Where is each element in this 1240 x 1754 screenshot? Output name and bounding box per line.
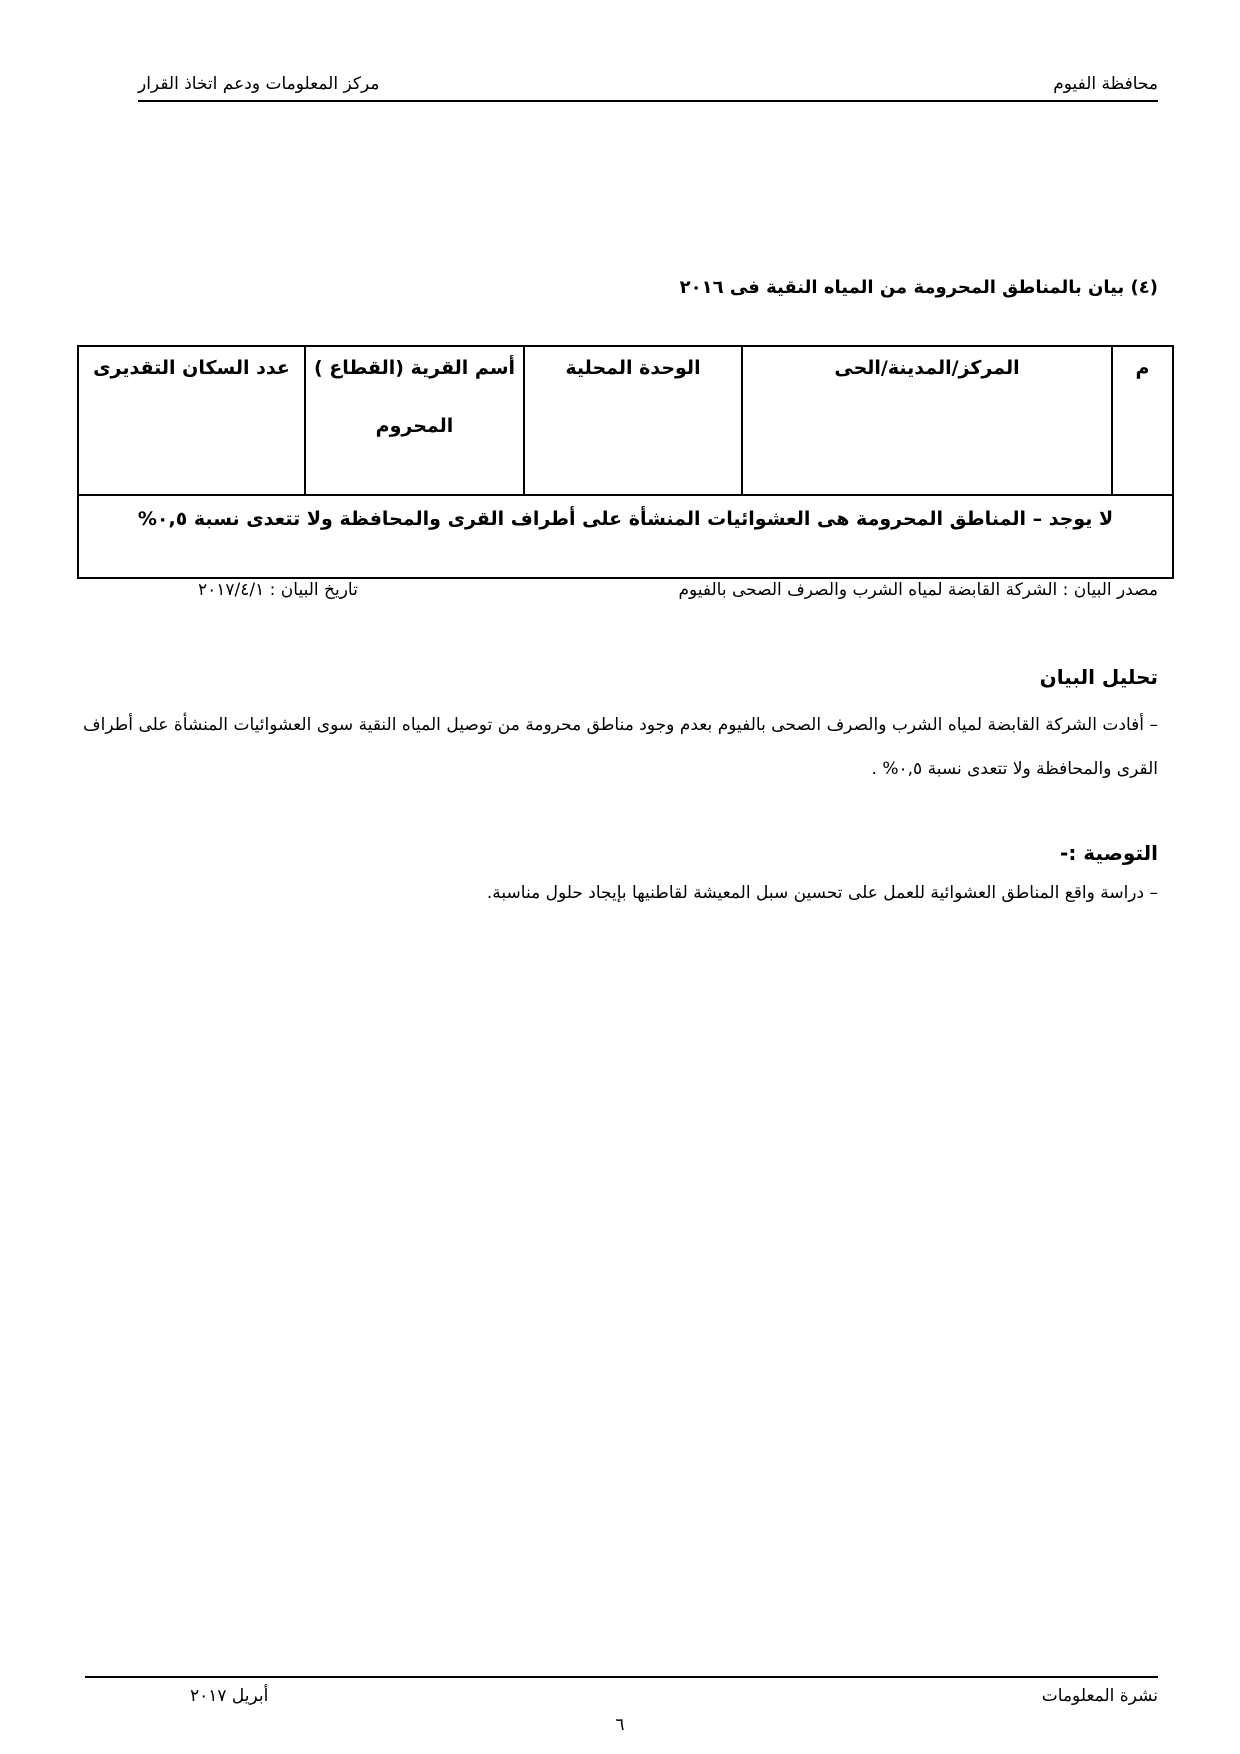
header-governorate: محافظة الفيوم — [1053, 74, 1158, 94]
footer-date: أبريل ٢٠١٧ — [190, 1686, 269, 1706]
table-body-text: لا يوجد – المناطق المحرومة هى العشوائيات المنشأة على أطراف القرى والمحافظة ولا تتعدى نسبة ٠,٥% — [78, 495, 1173, 578]
footer-publication: نشرة المعلومات — [1041, 1686, 1158, 1706]
section-title: (٤) بيان بالمناطق المحرومة من المياه النقية فى ٢٠١٦ — [679, 277, 1158, 298]
page-number: ٦ — [615, 1715, 625, 1735]
table-header-row — [78, 346, 1173, 495]
footer-divider — [85, 1676, 1158, 1679]
analysis-heading: تحليل البيان — [1039, 665, 1158, 689]
header-center: مركز المعلومات ودعم اتخاذ القرار — [138, 74, 380, 94]
header-markaz: المركز/المدينة/الحى — [742, 346, 1112, 495]
data-source: مصدر البيان : الشركة القابضة لمياه الشرب والصرف الصحى بالفيوم — [678, 580, 1158, 600]
recommendation-heading: التوصية :- — [1060, 841, 1158, 865]
header-village — [305, 346, 524, 495]
data-date: تاريخ البيان : ٢٠١٧/٤/١ — [198, 580, 358, 600]
header-local-unit: الوحدة المحلية — [524, 346, 742, 495]
header-population: عدد السكان التقديرى — [78, 346, 305, 495]
header-serial: م — [1112, 346, 1173, 495]
analysis-text: – أفادت الشركة القابضة لمياه الشرب والصرف الصحى بالفيوم بعدم وجود مناطق محرومة من توصيل المياه النقية سوى العشوائيات المنشأة على أطراف القرى والمحافظة ولا تتعدى نسبة ٠,٥% . — [83, 715, 1158, 779]
header-village-line1: أسم القرية (القطاع ) — [313, 357, 516, 379]
recommendation-text: – دراسة واقع المناطق العشوائية للعمل على تحسين سبل المعيشة لقاطنيها بإيجاد حلول مناسبة. — [486, 883, 1158, 903]
header-village-line2: المحروم — [375, 415, 454, 437]
page-header — [138, 72, 1158, 102]
table-row — [78, 495, 1173, 578]
deprived-areas-table — [77, 345, 1174, 579]
